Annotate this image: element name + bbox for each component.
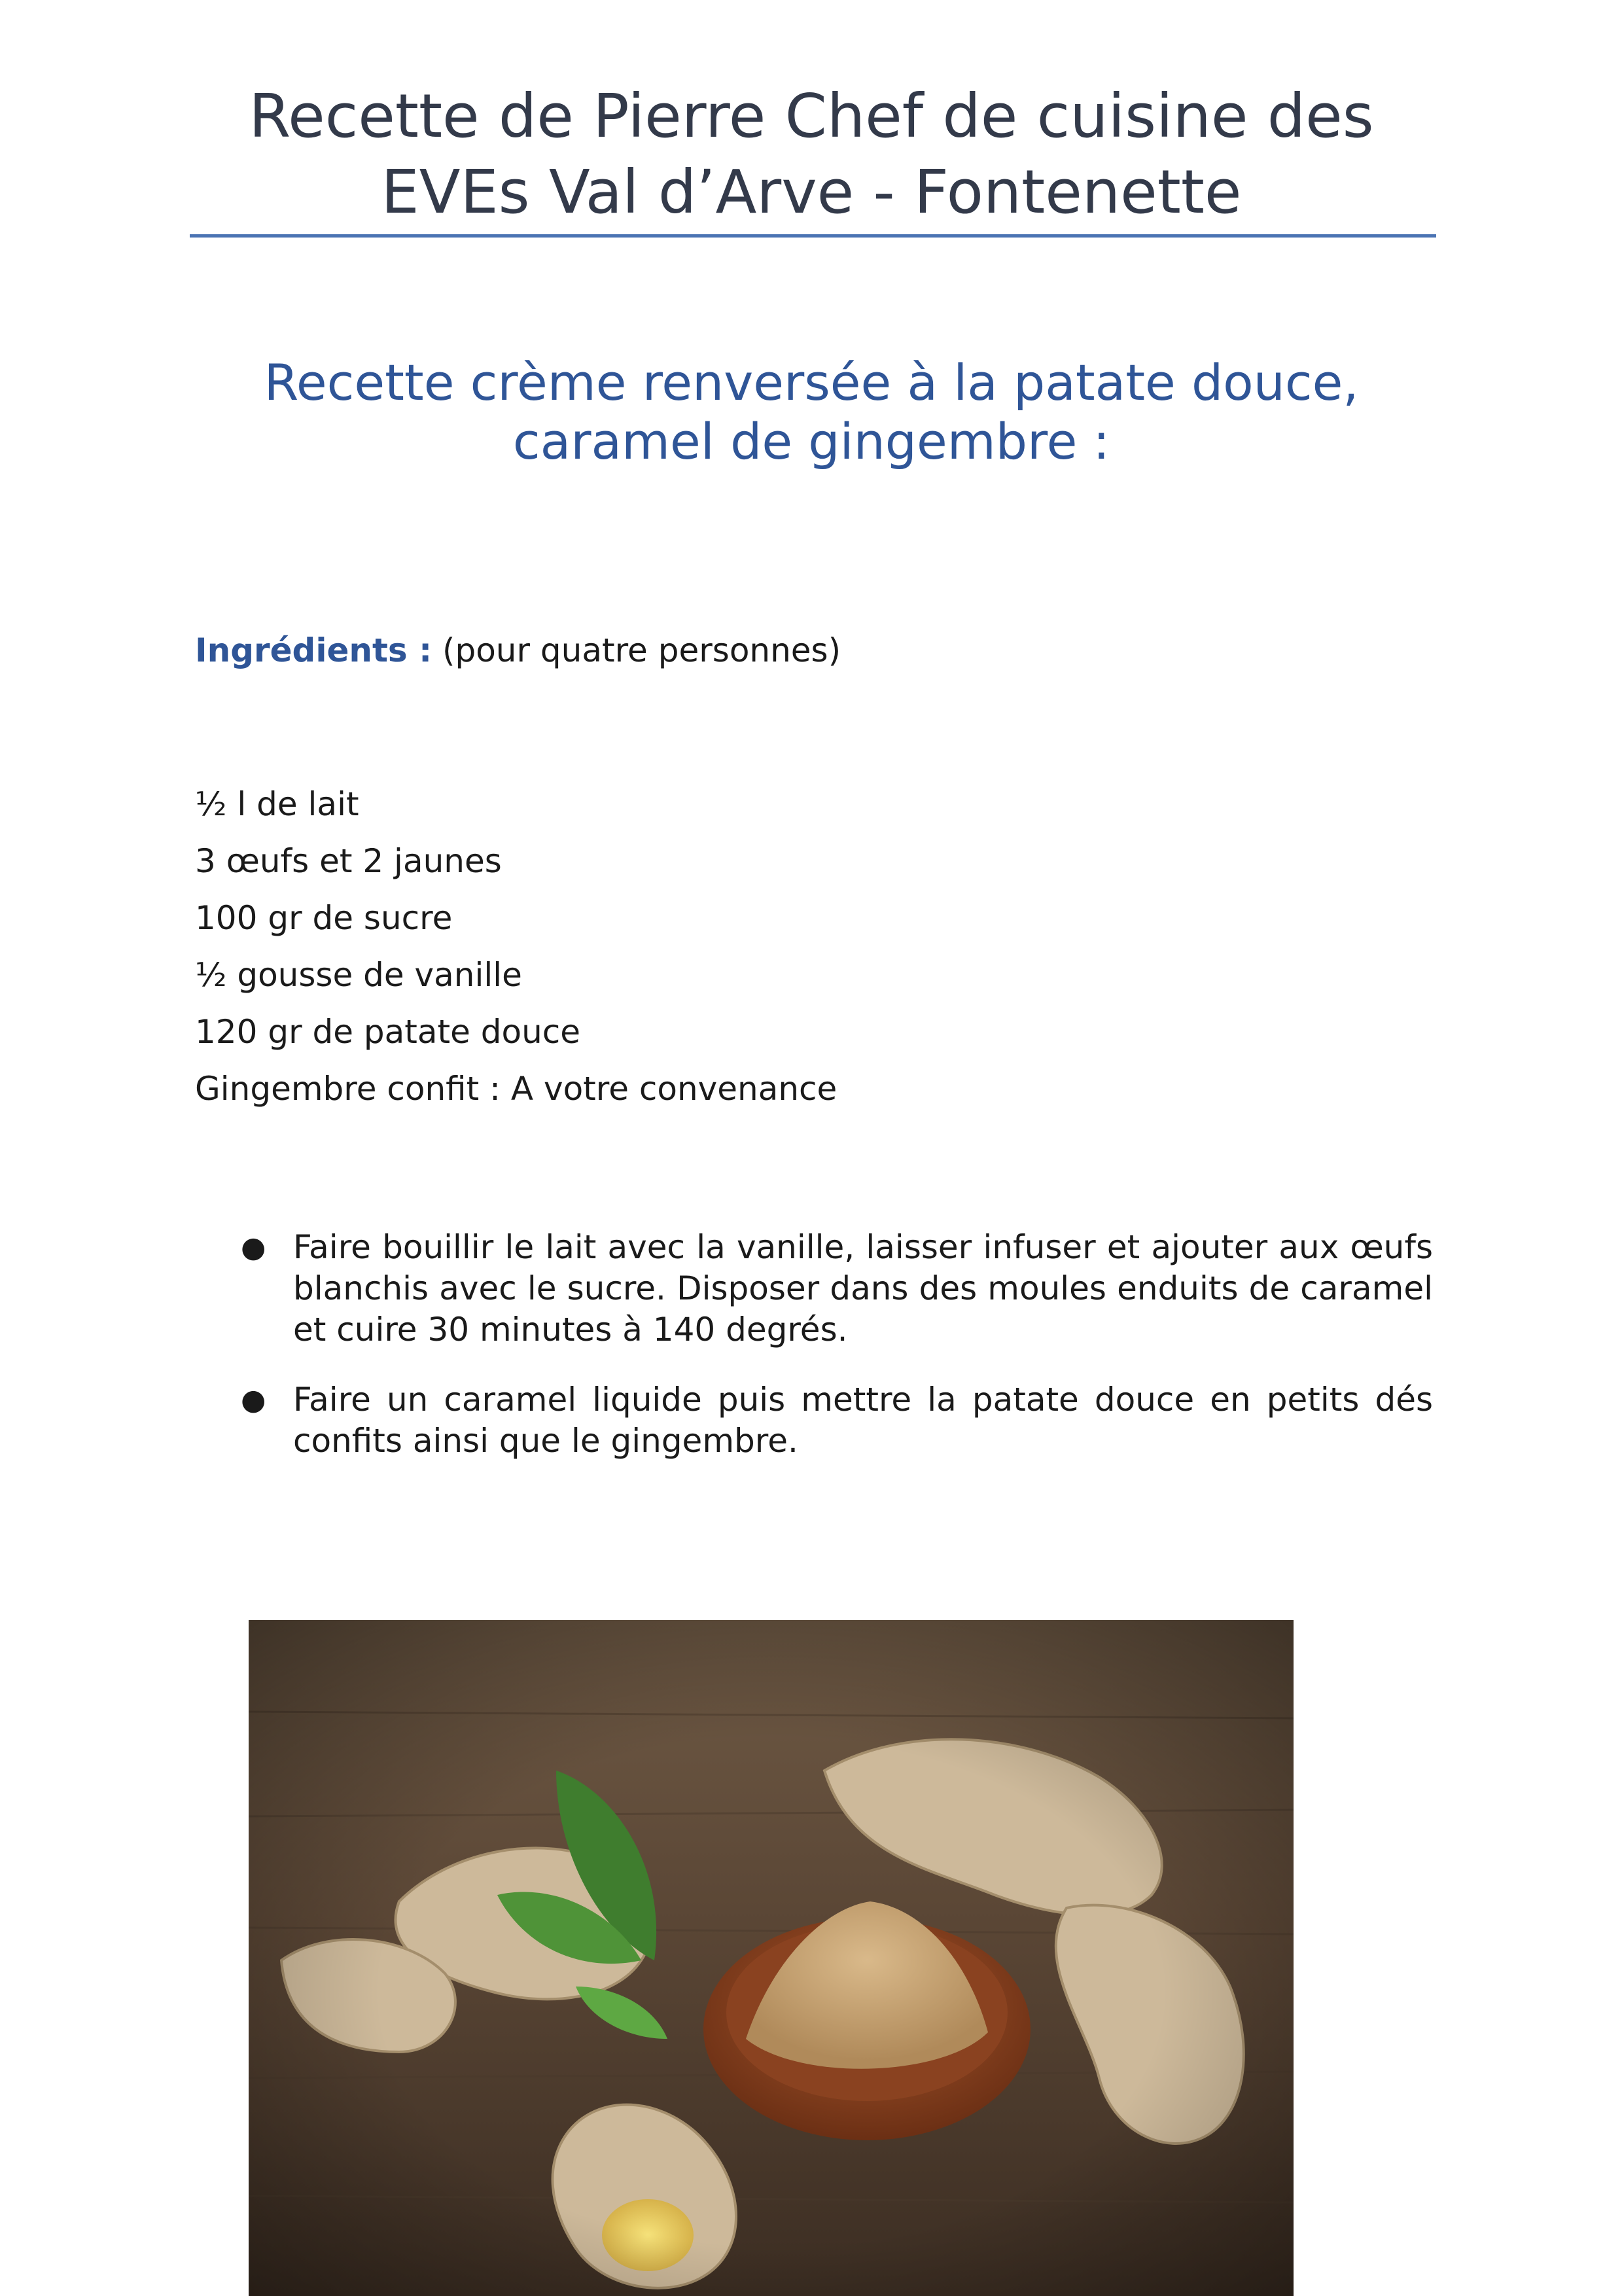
ingredient-item: 120 gr de patate douce	[195, 1013, 581, 1051]
bullet-icon: ●	[241, 1383, 266, 1417]
document-title-line2: EVEs Val d’Arve - Fontenette	[381, 157, 1242, 227]
ingredients-label: Ingrédients :	[195, 631, 432, 669]
ginger-photo	[249, 1620, 1294, 2296]
ingredient-item: 3 œufs et 2 jaunes	[195, 842, 502, 880]
instruction-step	[241, 1227, 1433, 1351]
ingredient-list	[195, 776, 837, 1118]
ingredient-item: Gingembre confit : A votre convenance	[195, 1070, 837, 1108]
recipe-title	[190, 353, 1433, 471]
document-title-line1: Recette de Pierre Chef de cuisine des	[249, 81, 1374, 151]
ingredient-item: 100 gr de sucre	[195, 899, 453, 937]
recipe-title-line1: Recette crème renversée à la patate douce,	[264, 353, 1359, 412]
ingredients-serving-note: (pour quatre personnes)	[432, 631, 841, 669]
instruction-text: Faire bouillir le lait avec la vanille, laisser infuser et ajouter aux œufs blanchis avec le sucre. Disposer dans des moules enduits de caramel et cuire 30 minutes à 140 degrés.	[293, 1228, 1433, 1349]
document-title	[190, 79, 1433, 230]
recipe-title-line2: caramel de gingembre :	[512, 412, 1110, 470]
bullet-icon: ●	[241, 1231, 266, 1264]
ingredient-item: ½ gousse de vanille	[195, 956, 522, 994]
instruction-step	[241, 1379, 1433, 1462]
ingredients-header	[195, 628, 841, 673]
title-divider	[190, 234, 1436, 238]
instruction-text: Faire un caramel liquide puis mettre la patate douce en petits dés confits ainsi que le gingembre.	[293, 1381, 1433, 1460]
ingredient-item: ½ l de lait	[195, 785, 359, 823]
instruction-list	[241, 1227, 1433, 1491]
